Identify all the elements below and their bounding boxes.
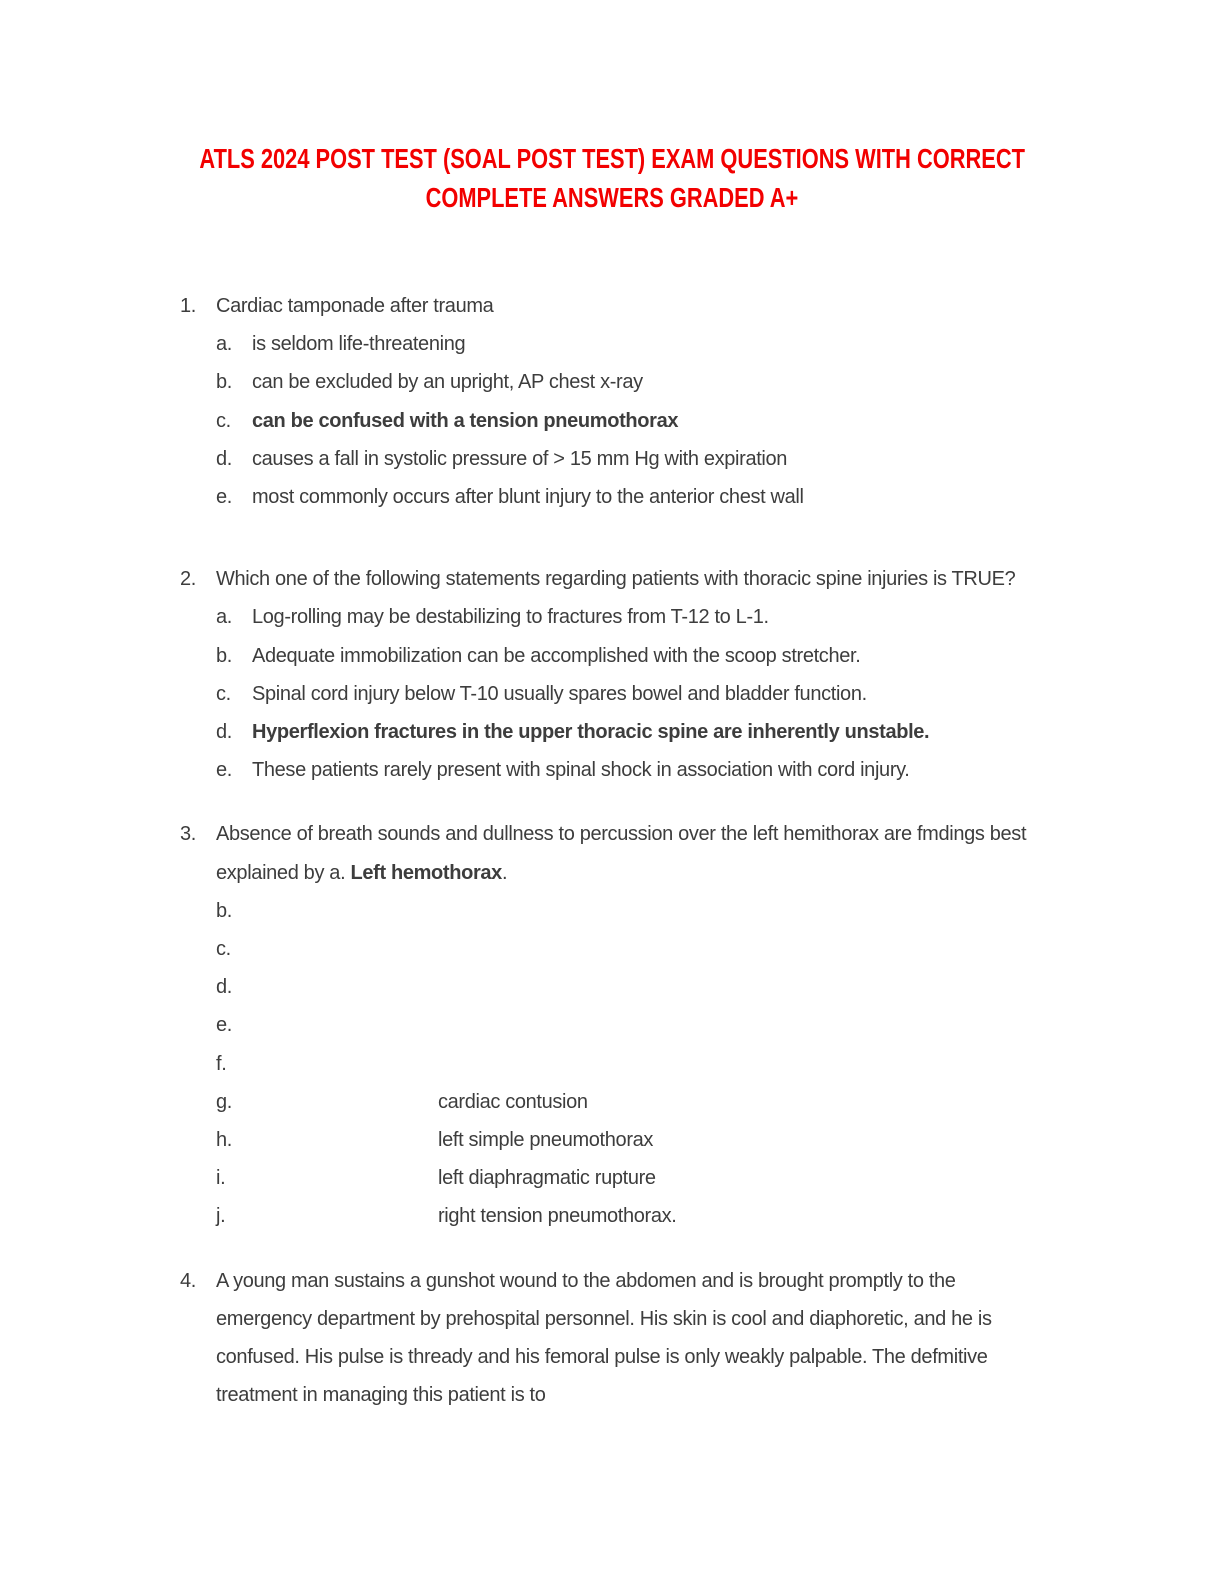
question-3 [180,815,1224,1235]
option-letter: f. [216,1052,227,1075]
option-letter: b. [216,899,232,922]
option-letter: c. [216,682,231,705]
option-letter: c. [216,409,231,432]
question-3-option-c [180,930,1224,968]
option-text: left diaphragmatic rupture [438,1167,656,1190]
option-letter: e. [216,486,232,509]
option-letter: e. [216,759,232,782]
document-title-line1: ATLS 2024 POST TEST (SOAL POST TEST) EXAM QUESTIONS WITH CORRECT [199,143,1025,174]
document-title [0,139,1224,217]
question-3-correct-answer: Left hemothorax [350,861,502,884]
question-2-option-a [180,598,1224,636]
option-text: These patients rarely present with spinal shock in association with cord injury. [252,759,910,782]
option-letter: i. [216,1167,226,1190]
question-2-text: Which one of the following statements regarding patients with thoracic spine injuries is TRUE? [216,568,1016,591]
question-3-text-line2-prefix: explained by a. [216,861,351,884]
question-4-number: 4. [180,1269,196,1292]
question-3-number: 3. [180,823,196,846]
question-1-text: Cardiac tamponade after trauma [216,295,494,317]
option-text: cardiac contusion [438,1090,588,1113]
option-letter: d. [216,447,232,470]
question-3-option-i [180,1159,1224,1197]
option-letter: b. [216,371,232,394]
option-letter: b. [216,644,232,667]
question-1-option-d [180,440,1224,478]
question-3-option-e [180,1006,1224,1044]
option-text: Adequate immobilization can be accomplished with the scoop stretcher. [252,644,861,667]
question-3-option-j [180,1197,1224,1235]
option-letter: j. [216,1205,226,1228]
question-2-option-c [180,675,1224,713]
question-4-text-line3: confused. His pulse is thready and his femoral pulse is only weakly palpable. The defmitive [216,1346,988,1369]
option-text: causes a fall in systolic pressure of > 15 mm Hg with expiration [252,447,788,470]
document-title-line2: COMPLETE ANSWERS GRADED A+ [425,182,799,213]
option-text: left simple pneumothorax [438,1129,654,1152]
question-1-option-c [180,402,1224,440]
option-letter: d. [216,976,232,999]
question-1-number: 1. [180,295,196,317]
question-3-option-d [180,968,1224,1006]
question-1-option-e [180,478,1224,516]
option-letter: d. [216,721,232,744]
question-1 [180,287,1224,516]
question-3-option-b [180,892,1224,930]
option-letter: a. [216,333,232,356]
option-letter: a. [216,606,232,629]
option-letter: g. [216,1090,232,1113]
option-text: Log-rolling may be destabilizing to fractures from T-12 to L-1. [252,606,769,629]
option-text: can be excluded by an upright, AP chest x-ray [252,371,643,394]
option-text: right tension pneumothorax. [438,1205,677,1228]
question-4 [180,1262,1224,1415]
question-2-number: 2. [180,568,196,591]
question-1-option-b [180,363,1224,401]
question-4-text-line4: treatment in managing this patient is to [216,1384,546,1407]
document-body [180,287,1224,1414]
option-text-correct-answer: Hyperflexion fractures in the upper thoracic spine are inherently unstable. [252,721,930,744]
question-3-text-line2-suffix: . [501,861,508,884]
option-letter: c. [216,938,231,961]
option-text: Spinal cord injury below T-10 usually spares bowel and bladder function. [252,682,867,705]
question-1-option-a [180,325,1224,363]
question-3-option-h [180,1121,1224,1159]
option-letter: h. [216,1129,232,1152]
option-text-correct-answer: can be confused with a tension pneumothorax [252,409,679,432]
question-3-text-line2 [180,854,1224,892]
option-letter: e. [216,1014,232,1037]
question-2-option-b [180,637,1224,675]
option-text: most commonly occurs after blunt injury to the anterior chest wall [252,486,804,509]
question-3-option-f [180,1045,1224,1083]
question-2-option-d [180,713,1224,751]
question-3-option-g [180,1083,1224,1121]
question-4-text-line2: emergency department by prehospital personnel. His skin is cool and diaphoretic, and he is [216,1307,992,1330]
question-2-option-e [180,751,1224,789]
question-4-text-line1: A young man sustains a gunshot wound to the abdomen and is brought promptly to the [216,1269,956,1292]
question-2 [180,560,1224,789]
option-text: is seldom life-threatening [252,333,466,356]
question-3-text-line1: Absence of breath sounds and dullness to percussion over the left hemithorax are fmdings best [216,823,1027,846]
